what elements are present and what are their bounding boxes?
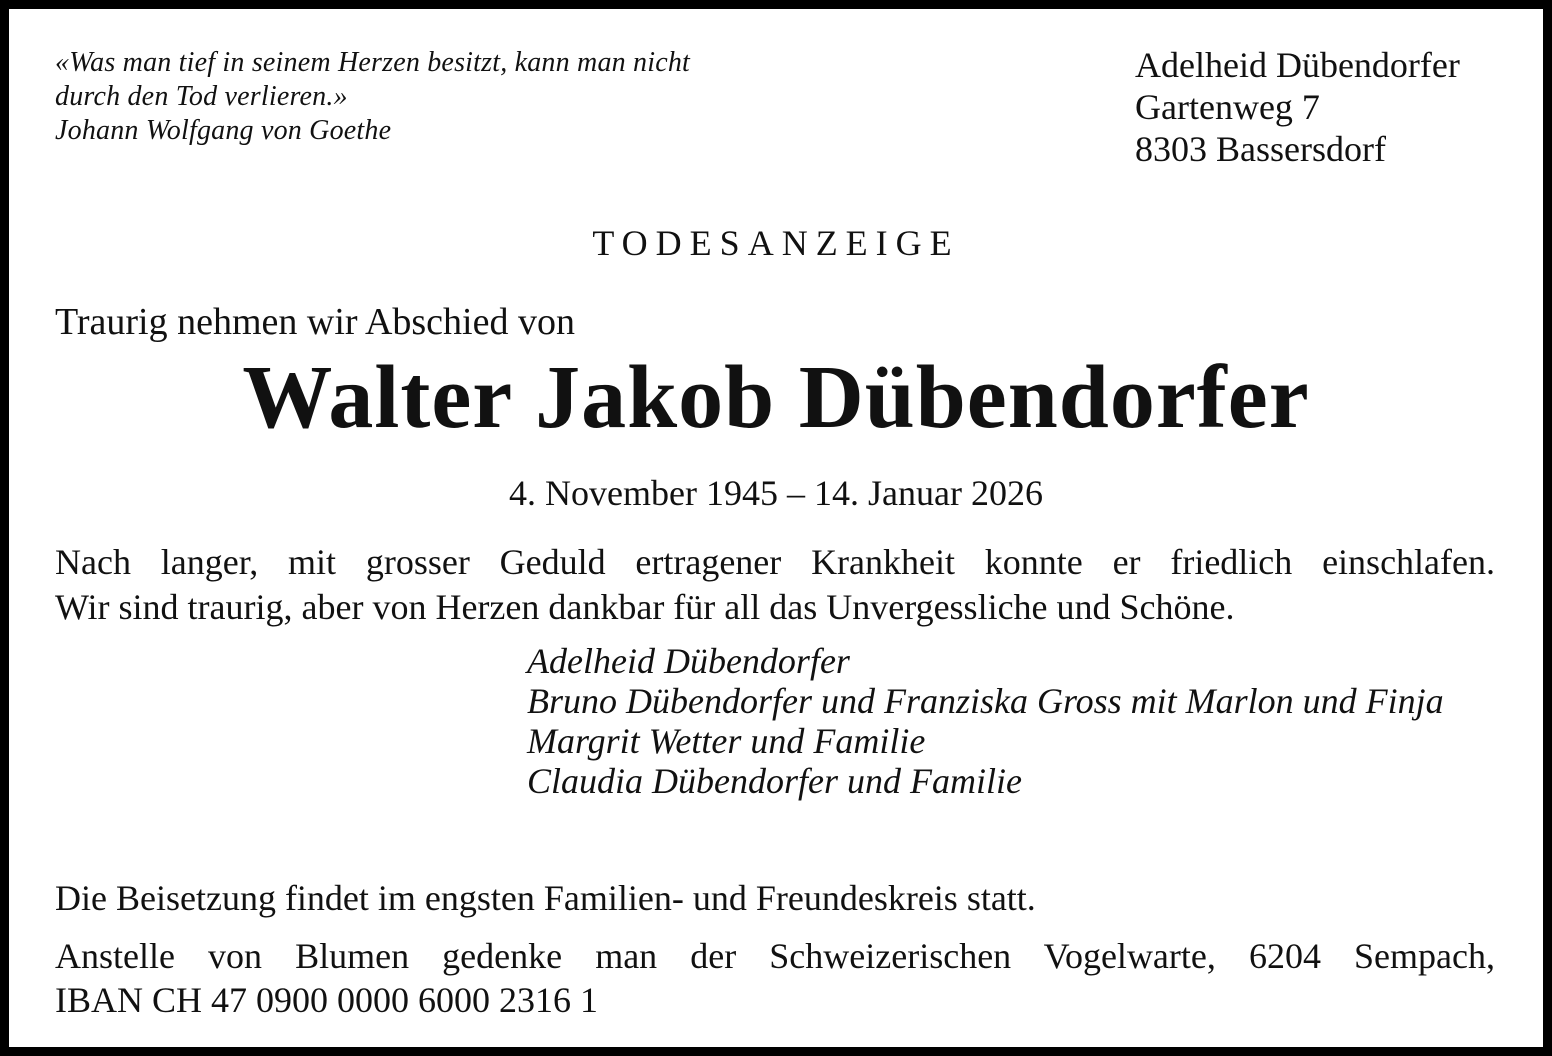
condolence-line-2: Wir sind traurig, aber von Herzen dankbar für all das Unvergessliche und Schöne. [55,587,1235,627]
life-dates: 4. November 1945 – 14. Januar 2026 [509,473,1043,513]
funeral-info: Die Beisetzung findet im engsten Familien- und Freundeskreis statt. [55,878,1036,918]
donation-line-2: IBAN CH 47 0900 0000 6000 2316 1 [55,980,599,1020]
mourners-list [527,641,1444,801]
sender-name: Adelheid Dübendorfer [1135,45,1460,85]
sender-city: 8303 Bassersdorf [1135,129,1386,169]
quote-attribution: Johann Wolfgang von Goethe [55,115,392,146]
condolence-line-1: Nach langer, mit grosser Geduld ertragener Krankheit konnte er friedlich einschlafen. [55,542,1495,582]
mourner-item: Adelheid Dübendorfer [527,641,850,681]
mourner-item: Margrit Wetter und Familie [527,721,926,761]
mourner-item: Bruno Dübendorfer und Franziska Gross mit Marlon und Finja [527,681,1444,721]
notice-heading: TODESANZEIGE [592,223,960,263]
mourner-item: Claudia Dübendorfer und Familie [527,761,1022,801]
quote-line-2: durch den Tod verlieren.» [55,81,348,112]
sender-address-block [1135,44,1460,170]
deceased-name: Walter Jakob Dübendorfer [242,348,1310,447]
donation-line-1: Anstelle von Blumen gedenke man der Schweizerischen Vogelwarte, 6204 Sempach, [55,936,1495,976]
sender-street: Gartenweg 7 [1135,87,1320,127]
condolence-paragraph [55,540,1495,630]
donation-info [55,934,1495,1022]
quote-line-1: «Was man tief in seinem Herzen besitzt, kann man nicht [55,47,691,78]
intro-line: Traurig nehmen wir Abschied von [55,301,575,343]
quote-block [55,46,690,148]
